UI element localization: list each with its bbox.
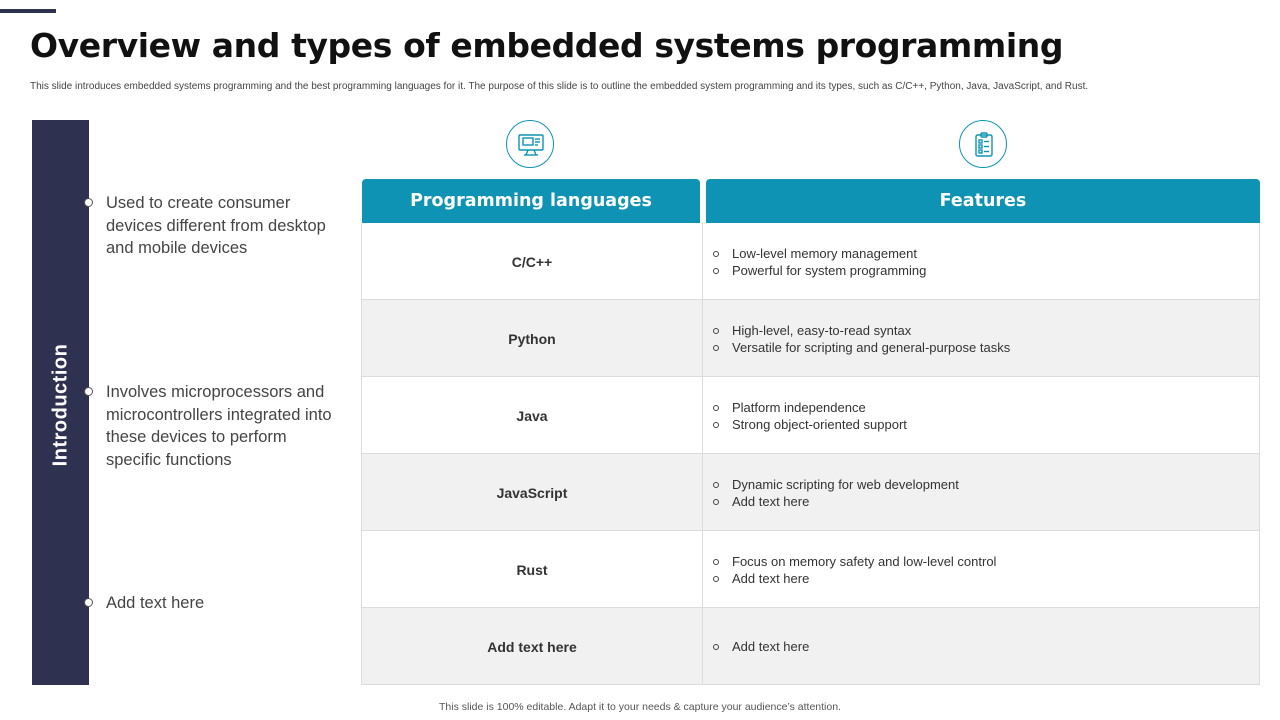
languages-table <box>361 223 1260 685</box>
feature-item <box>712 493 1259 510</box>
language-cell: Java <box>361 377 703 454</box>
slide-title: Overview and types of embedded systems programming <box>30 26 1064 65</box>
introduction-label: Introduction <box>49 343 72 467</box>
intro-item-text: Add text here <box>106 594 205 612</box>
language-cell: Rust <box>361 531 703 608</box>
circle-bullet-icon <box>713 345 719 351</box>
feature-text: Low-level memory management <box>732 245 917 261</box>
feature-item <box>712 476 1259 493</box>
features-cell <box>703 300 1260 377</box>
feature-item <box>712 339 1259 356</box>
features-cell <box>703 454 1260 531</box>
bullet-dot <box>84 598 93 607</box>
slide-footer: This slide is 100% editable. Adapt it to your needs & capture your audience’s attention. <box>439 701 841 713</box>
bullet-dot <box>84 387 93 396</box>
feature-text: Strong object-oriented support <box>732 416 907 432</box>
language-cell: Python <box>361 300 703 377</box>
circle-bullet-icon <box>713 482 719 488</box>
feature-text: Add text here <box>732 493 810 509</box>
feature-text: Add text here <box>732 639 810 654</box>
feature-text: Powerful for system programming <box>732 262 927 278</box>
header-label: Programming languages <box>410 191 652 211</box>
intro-item-text: Used to create consumer devices different from desktop and mobile devices <box>106 194 326 257</box>
bullet-dot <box>84 198 93 207</box>
feature-text: Dynamic scripting for web development <box>732 476 959 492</box>
features-cell <box>703 377 1260 454</box>
language-cell: JavaScript <box>361 454 703 531</box>
feature-item <box>712 570 1259 587</box>
feature-item <box>712 262 1259 279</box>
feature-item <box>712 322 1259 339</box>
circle-bullet-icon <box>713 644 719 650</box>
features-cell <box>703 608 1260 685</box>
header-features <box>706 179 1260 223</box>
header-programming-languages <box>362 179 700 223</box>
feature-item <box>712 245 1259 262</box>
title-accent-bar <box>0 9 56 13</box>
table-row <box>361 377 1260 454</box>
computer-monitor-icon <box>506 120 554 168</box>
circle-bullet-icon <box>713 251 719 257</box>
circle-bullet-icon <box>713 328 719 334</box>
language-cell: C/C++ <box>361 223 703 300</box>
table-row <box>361 300 1260 377</box>
intro-item-text: Involves microprocessors and microcontrollers integrated into these devices to perform specific functions <box>106 383 332 469</box>
language-cell: Add text here <box>361 608 703 685</box>
circle-bullet-icon <box>713 405 719 411</box>
features-cell <box>703 531 1260 608</box>
feature-item <box>712 416 1259 433</box>
clipboard-checklist-icon <box>959 120 1007 168</box>
features-cell <box>703 223 1260 300</box>
table-row <box>361 531 1260 608</box>
header-label: Features <box>939 191 1027 211</box>
feature-item <box>712 638 1259 655</box>
slide-subtitle: This slide introduces embedded systems programming and the best programming languages for it. The purpose of this slide is to outline the embedded system programming and its types, such as C/C++, Python, Java, JavaScript, and Rust. <box>30 81 1089 92</box>
feature-text: Versatile for scripting and general-purpose tasks <box>732 339 1011 355</box>
feature-text: Add text here <box>732 570 810 586</box>
feature-item <box>712 399 1259 416</box>
circle-bullet-icon <box>713 422 719 428</box>
table-row <box>361 223 1260 300</box>
circle-bullet-icon <box>713 268 719 274</box>
circle-bullet-icon <box>713 499 719 505</box>
feature-text: Platform independence <box>732 399 866 415</box>
feature-text: Focus on memory safety and low-level control <box>732 553 997 569</box>
table-row <box>361 454 1260 531</box>
table-row <box>361 608 1260 685</box>
feature-text: High-level, easy-to-read syntax <box>732 322 912 338</box>
feature-item <box>712 553 1259 570</box>
circle-bullet-icon <box>713 576 719 582</box>
circle-bullet-icon <box>713 559 719 565</box>
